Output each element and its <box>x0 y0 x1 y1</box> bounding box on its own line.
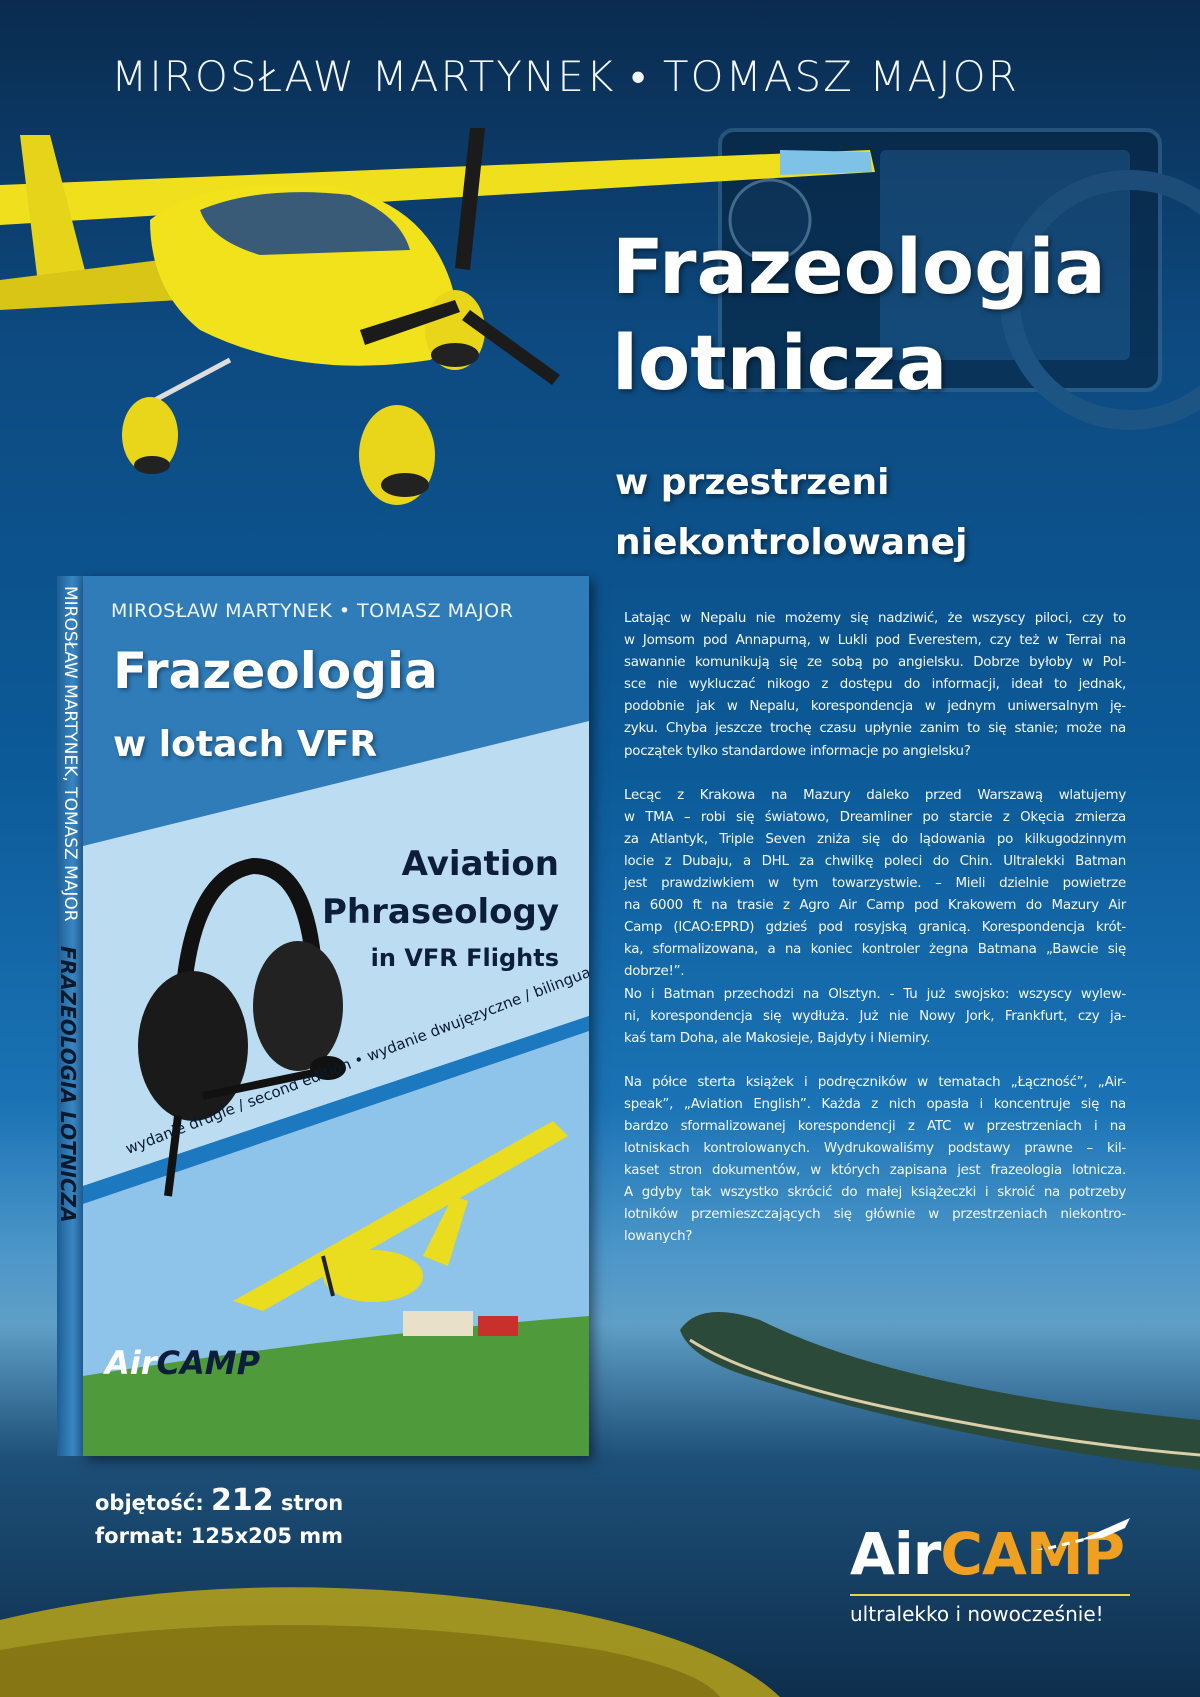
text-line: dobrze!”. <box>624 964 685 980</box>
subtitle-line-2: niekontrolowanej <box>615 522 968 563</box>
text-line: kaś tam Doha, ale Makosieje, Bajdyty i Niemiry. <box>624 1030 931 1046</box>
text-line: speak”, „Aviation English”. Każda z nich opasła i koncentruje się na <box>624 1096 1126 1112</box>
cover-logo-camp: CAMP <box>156 1344 261 1382</box>
cover-authors: MIROSŁAW MARTYNEK • TOMASZ MAJOR <box>111 600 514 622</box>
paragraph-1 <box>624 608 1126 763</box>
text-line: początek tylko standardowe informacje po angielsku? <box>624 743 971 759</box>
subtitle-line-1: w przestrzeni <box>615 462 890 503</box>
text-line: zyku. Chyba jeszcze trochę czasu upłynie zanim to się stanie; może na <box>624 721 1126 737</box>
text-line: bardzo sformalizowanej korespondencji z ATC w przestrzeniach i na <box>624 1118 1126 1134</box>
text-line: na 6000 ft na trasie z Agro Air Camp pod Krakowem do Mazury Air <box>624 898 1126 914</box>
text-line: ni, korespondencja się wydłuża. Już nie Nowy Jork, Frankfurt, czy ja- <box>624 1008 1126 1024</box>
cover-en-title-1: Aviation <box>401 844 559 884</box>
volume-value: 212 <box>211 1483 274 1518</box>
book-front-cover <box>83 576 589 1456</box>
format-label: format: <box>95 1524 184 1548</box>
logo-tagline: ultralekko i nowocześnie! <box>850 1594 1130 1626</box>
volume-label: objętość: <box>95 1491 204 1515</box>
paragraph-2 <box>624 785 1126 984</box>
text-line: lotniskach kontrolowanych. Wydrukowaliśmy podstawy prawne – kil- <box>624 1141 1126 1157</box>
text-line: Latając w Nepalu nie możemy się nadziwić, że wszyscy piloci, czy to <box>624 611 1126 626</box>
text-line: lowanych? <box>624 1229 693 1245</box>
paragraph-4 <box>624 1072 1126 1249</box>
text-line: Lecąc z Krakowa na Mazury daleko przed Warszawą wlatujemy <box>624 787 1126 803</box>
spec-volume <box>95 1483 343 1518</box>
cover-en-title-2: Phraseology <box>321 892 559 932</box>
text-line: za Atlantyk, Triple Seven zniża się do lądowania po kilkugodzinnym <box>624 831 1126 847</box>
aircamp-logo <box>850 1520 1150 1626</box>
cover-artwork <box>83 576 589 1456</box>
title-line-2: lotnicza <box>612 318 948 407</box>
logo-camp: CAMP <box>940 1520 1125 1588</box>
logo-air: Air <box>850 1520 941 1588</box>
text-line: No i Batman przechodzi na Olsztyn. - Tu już swojsko: wszyscy wylew- <box>624 986 1126 1002</box>
text-line: locie z Dubaju, a DHL za chwilkę poleci do Chin. Ultralekki Batman <box>624 853 1126 869</box>
title-line-1: Frazeologia <box>612 222 1106 311</box>
text-line: sce nie wykluczać nikogo z dostępu do informacji, ideał to jednak, <box>624 677 1126 693</box>
cover-title: Frazeologia <box>113 642 438 700</box>
description-text <box>624 608 1126 1271</box>
cover-logo-air: Air <box>105 1344 157 1382</box>
format-value: 125x205 mm <box>190 1524 344 1548</box>
text-line: Camp (ICAO:EPRD) gdzieś pod rosyjską granicą. Korespondencja krót- <box>624 920 1126 936</box>
volume-unit: stron <box>280 1491 344 1515</box>
logo-plane-icon <box>840 1510 1140 1550</box>
paragraph-3 <box>624 984 1126 1050</box>
text-line: A gdyby tak wszystko skrócić do małej książeczki i skroić na potrzeby <box>624 1185 1126 1201</box>
text-line: jest prawdziwkiem w tym towarzystwie. – Mieli dzielnie powietrze <box>624 876 1126 892</box>
book-cover-image <box>57 576 589 1456</box>
text-line: ka, sformalizowana, a na koniec kontroler żegna Batmana „Bawcie się <box>624 942 1126 958</box>
cover-subtitle: w lotach VFR <box>113 724 378 765</box>
text-line: podobnie jak w Nepalu, korespondencja w jednym uniwersalnym ję- <box>624 699 1126 715</box>
spec-format <box>95 1524 343 1548</box>
book-spine <box>57 576 83 1456</box>
text-line: w Jomsom pod Annapurną, w Lukli pod Everestem, czy też w Terrai na <box>624 633 1126 649</box>
spine-authors: MIROSŁAW MARTYNEK, TOMASZ MAJOR <box>60 586 80 922</box>
text-line: lotników przemieszczających się głównie w przestrzeniach niekontro- <box>624 1207 1126 1223</box>
spine-title: FRAZEOLOGIA LOTNICZA <box>56 946 80 1223</box>
text-line: sawannie komunikują się ze sobą po angielsku. Dobrze byłoby w Pol- <box>624 655 1126 671</box>
text-line: w TMA – robi się światowo, Dreamliner po starcie z Okęcia zmierza <box>624 809 1126 825</box>
header-authors: MIROSŁAW MARTYNEK • TOMASZ MAJOR <box>111 52 1019 101</box>
cover-aircamp-logo <box>105 1344 260 1382</box>
text-line: kaset stron dokumentów, w których zapisana jest frazeologia lotnicza. <box>624 1163 1126 1179</box>
cover-en-title-3: in VFR Flights <box>370 944 559 972</box>
text-line: Na półce sterta książek i podręczników w tematach „Łączność”, „Air- <box>624 1074 1126 1090</box>
coastline-photo <box>680 1312 1200 1470</box>
